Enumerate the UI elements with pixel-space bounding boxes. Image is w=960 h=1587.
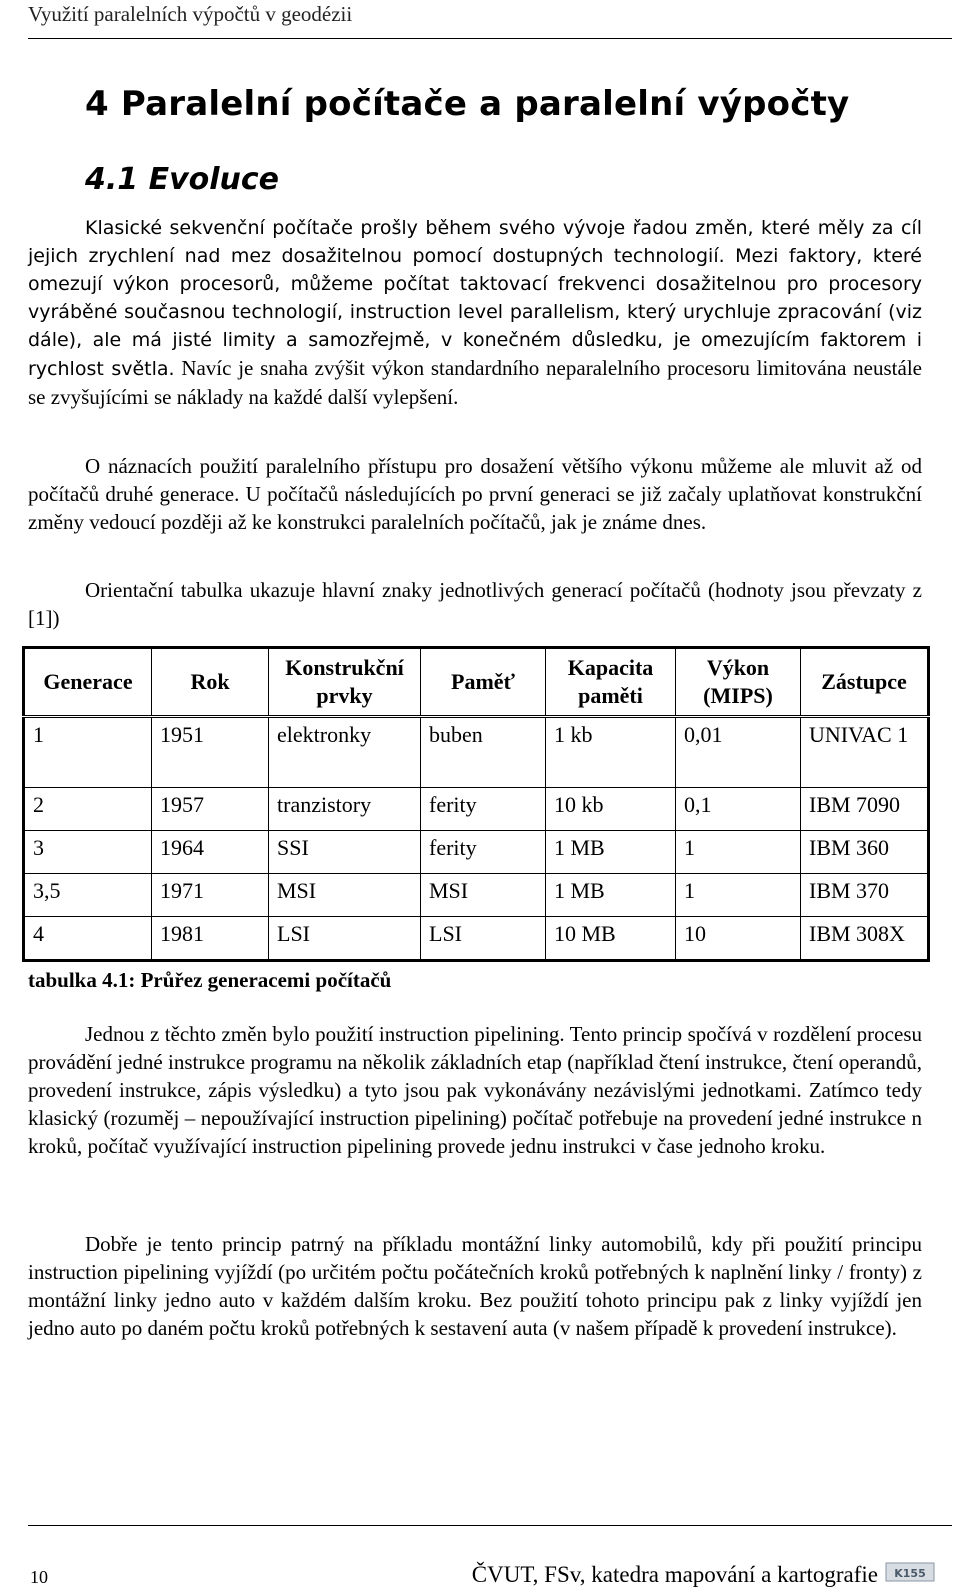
table-cell: 10 [676, 917, 801, 961]
svg-text:K155: K155 [894, 1567, 926, 1580]
table-cell: 0,1 [676, 788, 801, 831]
table-cell: 10 MB [546, 917, 676, 961]
table-cell: 1981 [152, 917, 269, 961]
footer-divider [28, 1525, 952, 1526]
table-cell: 3 [24, 831, 152, 874]
column-header-vykon: Výkon (MIPS) [676, 648, 801, 717]
table-caption: tabulka 4.1: Průřez generacemi počítačů [28, 968, 392, 992]
column-header-kapacita-pameti: Kapacita paměti [546, 648, 676, 717]
table-cell: MSI [421, 874, 546, 917]
table-row [24, 717, 929, 788]
running-header: Využití paralelních výpočtů v geodézii [28, 2, 952, 39]
table-cell: 1 MB [546, 831, 676, 874]
section-title: 4.1 Evoluce [85, 162, 280, 197]
table-cell: 1 kb [546, 717, 676, 788]
table-cell: 10 kb [546, 788, 676, 831]
table-cell: IBM 7090 [801, 788, 929, 831]
table-cell: 1957 [152, 788, 269, 831]
table-cell: 1 [24, 717, 152, 788]
table-cell: LSI [269, 917, 421, 961]
table-cell: 1951 [152, 717, 269, 788]
table-row [24, 831, 929, 874]
column-header-pamet: Paměť [421, 648, 546, 717]
table-row [24, 874, 929, 917]
table-cell: 1971 [152, 874, 269, 917]
table-row [24, 917, 929, 961]
table-cell: tranzistory [269, 788, 421, 831]
table-cell: IBM 308X [801, 917, 929, 961]
table-cell: 4 [24, 917, 152, 961]
table-row [24, 788, 929, 831]
paragraph-parallel-part-b: U počítačů následujících po první generaci se již začaly uplatňovat konstrukční změny vedoucí později až ke konstrukci paralelních počítačů, jak je známe dnes. [28, 482, 922, 534]
table-cell: 1 MB [546, 874, 676, 917]
table-cell: ferity [421, 831, 546, 874]
generations-table [22, 646, 930, 962]
column-header-konstrukcni-prvky: Konstrukční prvky [269, 648, 421, 717]
paragraph-evolution-part-a: Klasické sekvenční počítače prošly během svého vývoje řadou změn, které měly za cíl jejich zrychlení nad mez dosažitelnou pomocí dostupných technologií. [28, 217, 922, 267]
paragraph-evolution [28, 214, 922, 412]
table-cell: 1964 [152, 831, 269, 874]
paragraph-pipelining: Jednou z těchto změn bylo použití instruction pipelining. Tento princip spočívá v rozdělení procesu provádění jedné instrukce programu na několik základních etap (například čtení instrukce, čtení operandů, provedení instrukce, zápis výsledku) a tyto jsou pak vykonávány nezávislými jednotkami. Zatímco tedy klasický (rozuměj – nepoužívající instruction pipelining) počítač potřebuje na provedení jedné instrukce n kroků, počítač využívající instruction pipelining provede jednu instrukci v čase jednoho kroku. [28, 1022, 922, 1158]
table-cell: SSI [269, 831, 421, 874]
table-cell: ferity [421, 788, 546, 831]
column-header-rok: Rok [152, 648, 269, 717]
table-cell: 0,01 [676, 717, 801, 788]
table-cell: IBM 370 [801, 874, 929, 917]
paragraph-table-intro: Orientační tabulka ukazuje hlavní znaky jednotlivých generací počítačů (hodnoty jsou převzaty z [1]) [28, 578, 922, 630]
table-cell: elektronky [269, 717, 421, 788]
table-cell: 2 [24, 788, 152, 831]
column-header-generace: Generace [24, 648, 152, 717]
table-cell: buben [421, 717, 546, 788]
table-cell: IBM 360 [801, 831, 929, 874]
page-number: 10 [30, 1567, 48, 1587]
table-cell: LSI [421, 917, 546, 961]
table-cell: MSI [269, 874, 421, 917]
table-cell: 1 [676, 874, 801, 917]
table-cell: 3,5 [24, 874, 152, 917]
table-header-row [24, 648, 929, 717]
department-logo-icon [884, 1560, 936, 1584]
paragraph-parallel-approach [28, 452, 922, 536]
footer-department: ČVUT, FSv, katedra mapování a kartografie [471, 1562, 878, 1587]
column-header-zastupce: Zástupce [801, 648, 929, 717]
paragraph-evolution-part-c: Navíc je snaha zvýšit výkon standardního neparalelního procesoru limitována neustále se zvyšujícími se náklady na každé další vylepšení. [28, 356, 922, 409]
paragraph-evolution-part-b: Mezi faktory, které omezují výkon procesorů, můžeme počítat taktovací frekvenci dosažitelnou pro procesory vyráběné současnou technologií, instruction level parallelism, který urychluje zpracování (viz dále), ale má jisté limity a samozřejmě, v konečném důsledku, je omezujícím faktorem i rychlost světla. [28, 245, 922, 380]
paragraph-assembly-line: Dobře je tento princip patrný na příkladu montážní linky automobilů, kdy při použití principu instruction pipelining vyjíždí (po určitém počtu počátečních kroků potřebných k naplnění linky / fronty) z montážní linky jedno auto v každém dalším kroku. Bez použití tohoto principu pak z linky vyjíždí jen jedno auto po daném počtu kroků potřebných k sestavení auta (v našem případě k provedení instrukce). [28, 1232, 922, 1340]
table-cell: UNIVAC 1 [801, 717, 929, 788]
chapter-title: 4 Paralelní počítače a paralelní výpočty [85, 84, 850, 124]
table-cell: 1 [676, 831, 801, 874]
paragraph-parallel-part-a: O náznacích použití paralelního přístupu pro dosažení většího výkonu můžeme ale mluvit až od počítačů druhé generace. [28, 454, 922, 506]
